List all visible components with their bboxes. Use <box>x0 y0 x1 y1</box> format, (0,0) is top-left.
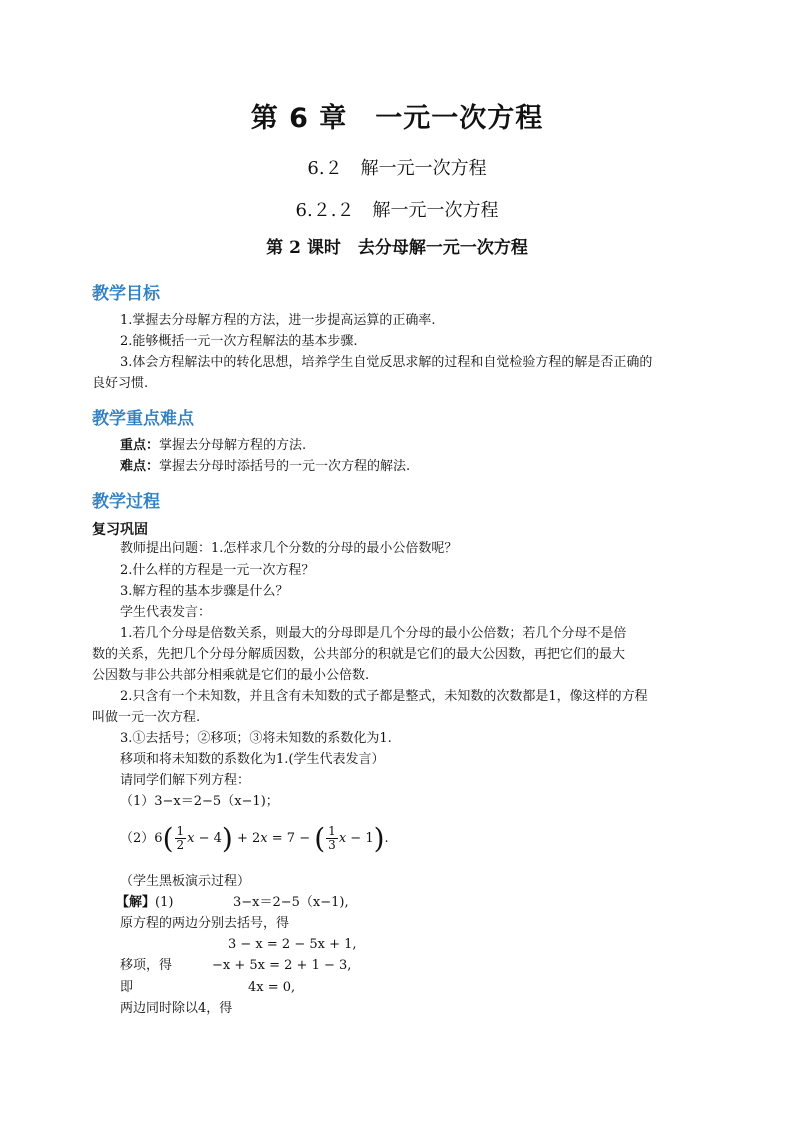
process-line: 1.若几个分母是倍数关系，则最大的分母即是几个分母的最小公倍数；若几个分母不是倍 <box>120 626 627 641</box>
goals-heading: 教学目标 <box>92 284 160 304</box>
equation-1: （1）3−x＝2−5（x−1)； <box>120 794 279 809</box>
step-2-equation: −x + 5x = 2 + 1 − 3, <box>212 958 352 973</box>
difficulty-label: 难点： <box>120 459 160 474</box>
review-heading: 复习巩固 <box>92 522 148 538</box>
fraction-third: $\frac{1}{3}$ <box>328 824 336 852</box>
process-heading: 教学过程 <box>92 492 160 512</box>
solution-equation: 3−x＝2−5（x−1), <box>233 895 349 910</box>
process-line: 3.解方程的基本步骤是什么？ <box>120 584 289 599</box>
focus-line <box>120 438 306 454</box>
difficulty-text: 掌握去分母时添括号的一元一次方程的解法. <box>159 459 411 474</box>
process-line: 公因数与非公共部分相乘就是它们的最小公倍数. <box>92 668 370 683</box>
solution-label: 【解】 <box>116 895 156 910</box>
step-1-equation: 3 − x = 2 − 5x + 1, <box>228 937 357 952</box>
step-3-text: 即 <box>120 980 134 995</box>
process-line: 请同学们解下列方程： <box>120 773 251 788</box>
equation-2: （2）6( $\frac{1}{2}$ x − 4) + 2x = 7 − ( $\frac{1}{3}$ x − 1). <box>120 822 389 855</box>
goal-item: 3.体会方程解法中的转化思想，培养学生自觉反思求解的过程和自觉检验方程的解是否正确的 <box>120 355 653 370</box>
solution-line <box>116 895 173 911</box>
goal-item: 1.掌握去分母解方程的方法，进一步提高运算的正确率. <box>120 313 436 328</box>
solution-number: (1) <box>155 895 174 910</box>
difficulty-line <box>120 459 410 475</box>
process-line: 数的关系，先把几个分母分解质因数，公共部分的积就是它们的最大公因数，再把它们的最大 <box>92 647 626 662</box>
focus-text: 掌握去分母解方程的方法. <box>159 438 307 453</box>
goal-item: 良好习惯. <box>92 376 149 391</box>
keypoints-heading: 教学重点难点 <box>92 409 194 429</box>
step-3-equation: 4x = 0, <box>248 980 296 995</box>
process-line: 3.①去括号；②移项；③将未知数的系数化为1. <box>120 731 392 746</box>
process-line: 2.什么样的方程是一元一次方程？ <box>120 563 315 578</box>
focus-label: 重点： <box>120 438 160 453</box>
process-line: 叫做一元一次方程. <box>92 710 201 725</box>
chapter-title: 第 6 章 一元一次方程 <box>250 103 544 134</box>
process-line: 移项和将未知数的系数化为1.(学生代表发言） <box>120 752 385 767</box>
fraction-half: $\frac{1}{2}$ <box>176 824 185 852</box>
blackboard-note: （学生黑板演示过程） <box>120 874 251 889</box>
process-line: 学生代表发言： <box>120 605 212 620</box>
equation-2-label: （2） <box>120 831 155 846</box>
step-2-text: 移项，得 <box>120 958 173 973</box>
lesson-title: 第 2 课时 去分母解一元一次方程 <box>266 238 528 258</box>
subsection-title: 6.２.２ 解一元一次方程 <box>295 200 499 221</box>
goal-item: 2.能够概括一元一次方程解法的基本步骤. <box>120 334 358 349</box>
step-4-text: 两边同时除以4，得 <box>120 1001 233 1016</box>
process-line: 教师提出问题：1.怎样求几个分数的分母的最小公倍数呢？ <box>120 541 458 556</box>
section-title: 6.２ 解一元一次方程 <box>307 158 487 179</box>
process-line: 2.只含有一个未知数，并且含有未知数的式子都是整式，未知数的次数都是1，像这样的方程 <box>120 689 648 704</box>
step-1-text: 原方程的两边分别去括号，得 <box>120 916 290 931</box>
